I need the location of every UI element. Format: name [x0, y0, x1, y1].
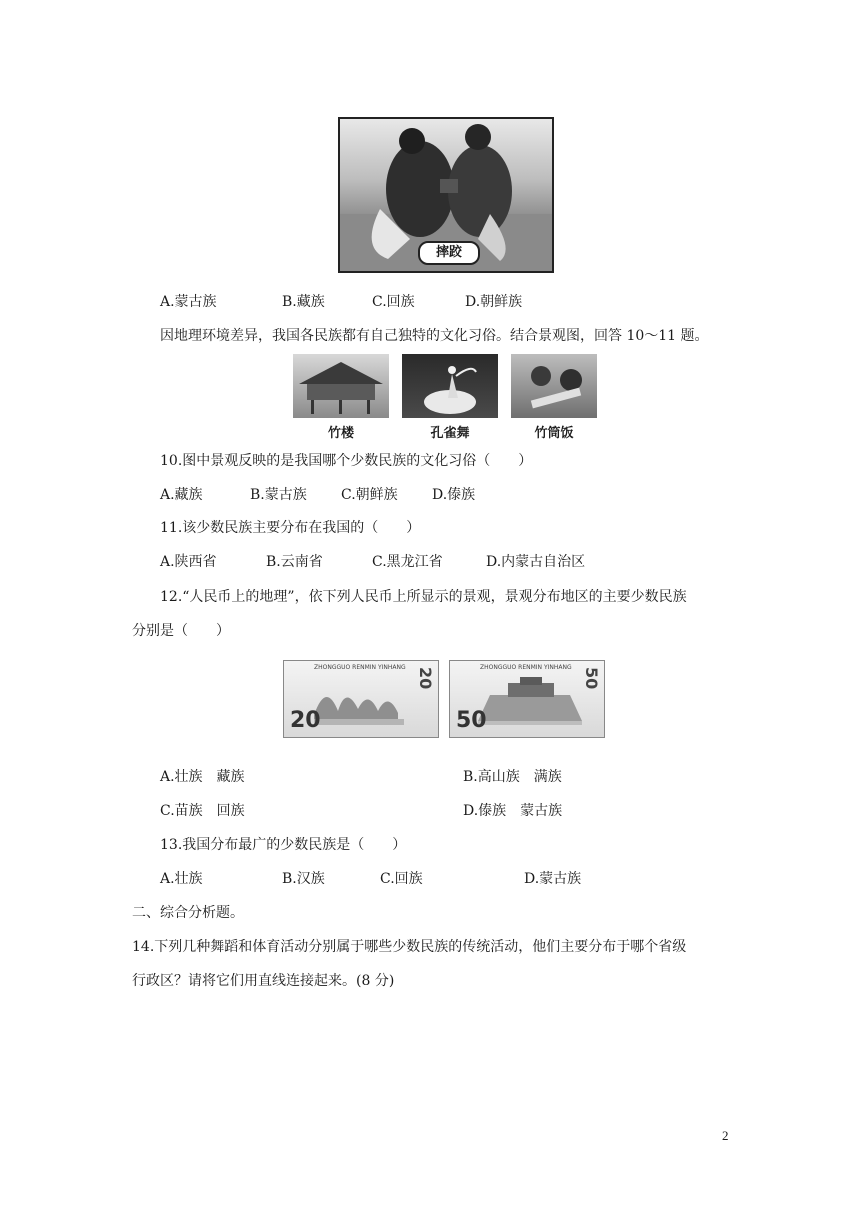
banknote-50-side-denomination: 50 [582, 667, 601, 690]
banknote-50-serial: ZHONGGUO RENMIN YINHANG [480, 664, 572, 671]
q9-option-a: A.蒙古族 [160, 294, 217, 310]
banknote-20-serial: ZHONGGUO RENMIN YINHANG [314, 664, 406, 671]
wrestling-photo [338, 117, 554, 273]
bamboo-house-icon [293, 354, 389, 418]
bamboo-rice-icon [511, 354, 597, 418]
scene-caption-bamboo-house: 竹楼 [327, 426, 354, 441]
scene-caption-bamboo-rice: 竹筒饭 [534, 426, 574, 441]
q12-option-d: D.傣族 蒙古族 [463, 803, 563, 819]
banknote-50-denomination: 50 [456, 708, 487, 733]
peacock-dance-photo [402, 354, 498, 418]
q10-stem: 10.图中景观反映的是我国哪个少数民族的文化习俗（ ） [160, 453, 533, 469]
q13-option-a: A.壮族 [160, 871, 203, 887]
q14-stem-line2: 行政区？请将它们用直线连接起来。(8 分) [132, 973, 395, 989]
banknote-20 [283, 660, 439, 738]
q13-option-c: C.回族 [380, 871, 423, 887]
q9-option-d: D.朝鲜族 [465, 294, 523, 310]
q10-option-a: A.藏族 [160, 487, 203, 503]
peacock-dance-icon [402, 354, 498, 418]
q10-option-c: C.朝鲜族 [341, 487, 398, 503]
bamboo-house-photo [293, 354, 389, 418]
q12-option-b: B.高山族 满族 [463, 769, 562, 785]
wrestling-caption: 摔跤 [418, 241, 480, 265]
q9-option-c: C.回族 [372, 294, 415, 310]
section2-heading: 二、综合分析题。 [132, 905, 244, 921]
q12-stem-line1: 12.“人民币上的地理”，依下列人民币上所显示的景观，景观分布地区的主要少数民族 [160, 589, 687, 605]
q12-option-c: C.苗族 回族 [160, 803, 245, 819]
q12-option-a: A.壮族 藏族 [160, 769, 245, 785]
q9-option-b: B.藏族 [282, 294, 325, 310]
banknote-50 [449, 660, 605, 738]
bamboo-rice-photo [511, 354, 597, 418]
scene-caption-peacock-dance: 孔雀舞 [430, 426, 470, 441]
q11-option-b: B.云南省 [266, 554, 323, 570]
banknote-20-side-denomination: 20 [416, 667, 435, 690]
q10-option-b: B.蒙古族 [250, 487, 307, 503]
q11-option-d: D.内蒙古自治区 [486, 554, 586, 570]
intro-10-11: 因地理环境差异，我国各民族都有自己独特的文化习俗。结合景观图，回答 10～11 题。 [160, 328, 709, 344]
page-number: 2 [722, 1128, 729, 1143]
q13-option-d: D.蒙古族 [524, 871, 582, 887]
q13-stem: 13.我国分布最广的少数民族是（ ） [160, 837, 407, 853]
q11-stem: 11.该少数民族主要分布在我国的（ ） [160, 520, 421, 536]
q11-option-c: C.黑龙江省 [372, 554, 443, 570]
q10-option-d: D.傣族 [432, 487, 476, 503]
q11-option-a: A.陕西省 [160, 554, 217, 570]
q13-option-b: B.汉族 [282, 871, 325, 887]
q14-stem-line1: 14.下列几种舞蹈和体育活动分别属于哪些少数民族的传统活动，他们主要分布于哪个省级 [132, 939, 687, 955]
q12-stem-line2: 分别是（ ） [132, 623, 230, 639]
banknote-20-denomination: 20 [290, 708, 321, 733]
